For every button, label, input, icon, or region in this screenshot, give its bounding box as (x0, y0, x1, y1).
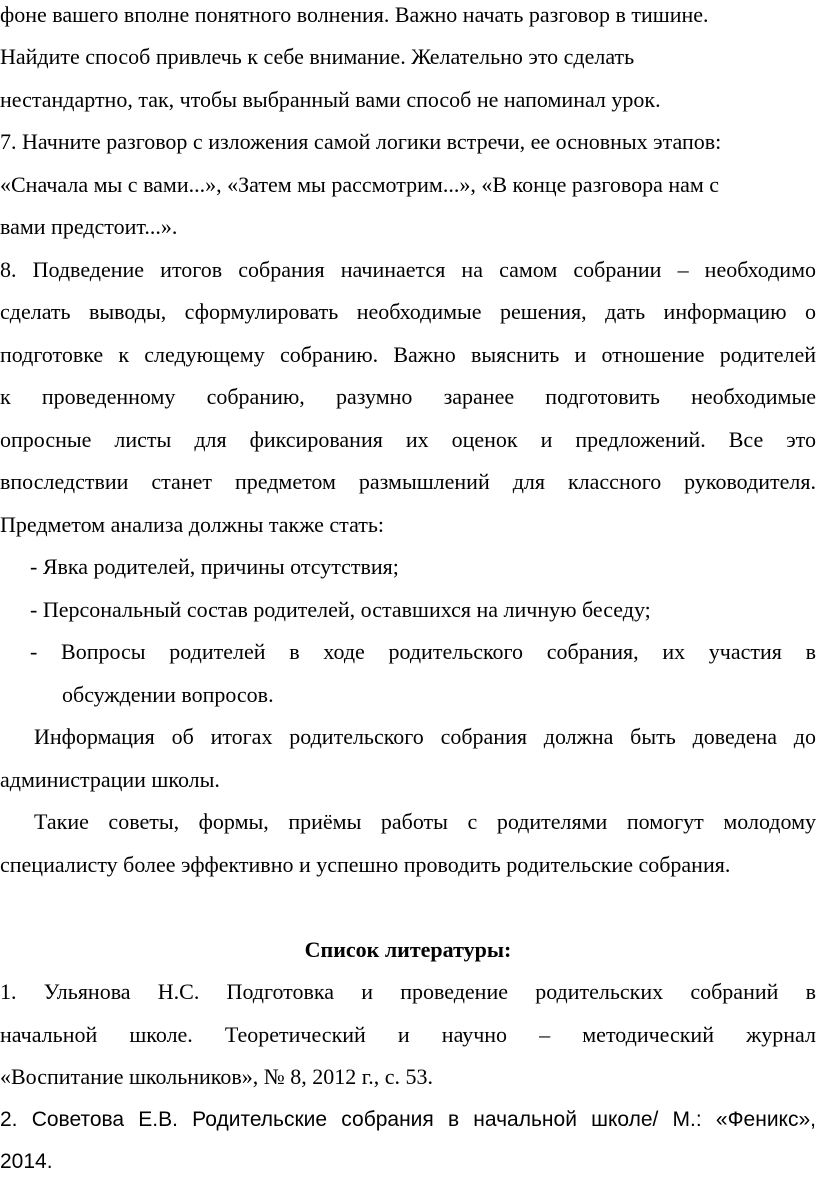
reference-line: 2014. (0, 1150, 53, 1173)
reference-line: 2. Советова Е.В. Родительские собрания в начальной школе/ М.: «Феникс», (0, 1108, 816, 1131)
paragraph-line: 8. Подведение итогов собрания начинается на самом собрании – необходимо (0, 257, 816, 282)
paragraph-line: вами предстоит...». (0, 214, 178, 239)
references-title: Список литературы: (304, 937, 512, 962)
paragraph-line: к проведенному собранию, разумно заранее подготовить необходимые (0, 384, 816, 409)
paragraph-line: Найдите способ привлечь к себе внимание. Желательно это сделать (0, 44, 635, 69)
paragraph-line: 7. Начните разговор с изложения самой логики встречи, ее основных этапов: (0, 129, 722, 154)
reference-line: 1. Ульянова Н.С. Подготовка и проведение родительских собраний в (0, 979, 816, 1004)
paragraph-line: сделать выводы, сформулировать необходимые решения, дать информацию о (0, 299, 816, 324)
paragraph-line: нестандартно, так, чтобы выбранный вами способ не напоминал урок. (0, 87, 661, 112)
paragraph-line: «Сначала мы с вами...», «Затем мы рассмотрим...», «В конце разговора нам с (0, 172, 720, 197)
list-item: - Вопросы родителей в ходе родительского собрания, их участия в (30, 639, 816, 664)
paragraph-line: Такие советы, формы, приёмы работы с родителями помогут молодому (34, 809, 816, 834)
paragraph-line: впоследствии станет предметом размышлений для классного руководителя. (0, 469, 816, 494)
list-item-continuation: обсуждении вопросов. (62, 682, 274, 707)
paragraph-line: подготовке к следующему собранию. Важно выяснить и отношение родителей (0, 342, 816, 367)
list-item: - Явка родителей, причины отсутствия; (30, 554, 399, 579)
reference-line: «Воспитание школьников», № 8, 2012 г., с. 53. (0, 1064, 434, 1089)
paragraph-line: Предметом анализа должны также стать: (0, 512, 385, 537)
reference-line: начальной школе. Теоретический и научно – методический журнал (0, 1022, 816, 1047)
paragraph-line: опросные листы для фиксирования их оценок и предложений. Все это (0, 427, 816, 452)
paragraph-line: фоне вашего вполне понятного волнения. Важно начать разговор в тишине. (0, 2, 709, 27)
paragraph-line: Информация об итогах родительского собрания должна быть доведена до (34, 724, 816, 749)
list-item: - Персональный состав родителей, оставшихся на личную беседу; (30, 597, 651, 622)
paragraph-line: администрации школы. (0, 767, 220, 792)
paragraph-line: специалисту более эффективно и успешно проводить родительские собрания. (0, 852, 731, 877)
